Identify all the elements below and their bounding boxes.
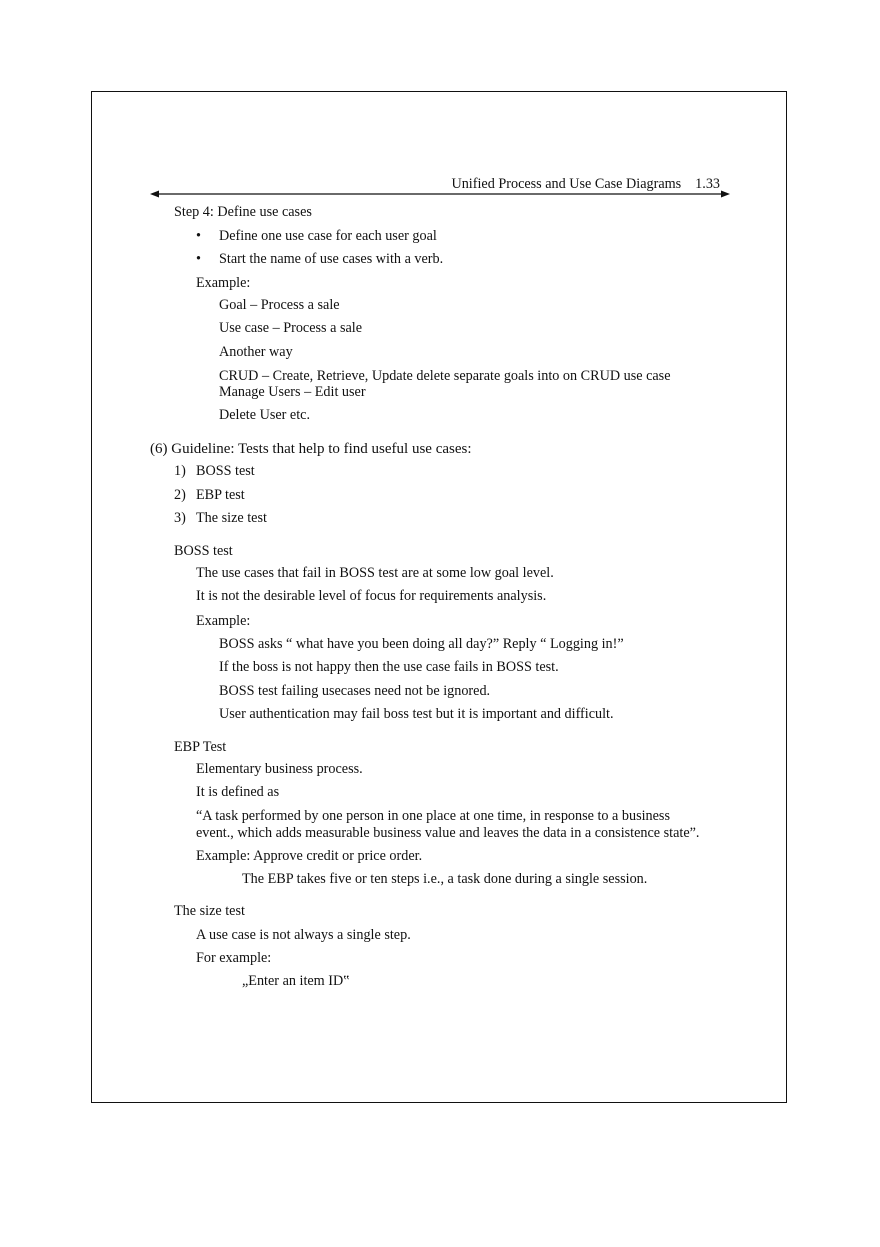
step4-example-line: Goal – Process a sale — [219, 297, 340, 313]
step4-bullet-1: Define one use case for each user goal — [219, 228, 437, 244]
ebp-line: Elementary business process. — [196, 761, 363, 777]
boss-line: The use cases that fail in BOSS test are at some low goal level. — [196, 565, 554, 581]
size-test-line: A use case is not always a single step. — [196, 927, 411, 943]
page-number: 1.33 — [695, 176, 720, 192]
header-arrow-rule — [150, 190, 730, 198]
guideline-item-number: 2) — [174, 487, 186, 503]
ebp-line: It is defined as — [196, 784, 280, 800]
ebp-quote-line: event., which adds measurable business value and leaves the data in a consistence state”. — [196, 825, 700, 841]
guideline-heading: (6) Guideline: Tests that help to find useful use cases: — [150, 441, 472, 457]
step4-heading: Step 4: Define use cases — [174, 204, 312, 220]
guideline-item-label: BOSS test — [196, 463, 255, 479]
size-test-example: „Enter an item ID‟ — [242, 973, 350, 989]
boss-example-line: BOSS asks “ what have you been doing all day?” Reply “ Logging in!” — [219, 636, 624, 652]
guideline-item-number: 1) — [174, 463, 186, 479]
step4-crud-line: CRUD – Create, Retrieve, Update delete separate goals into on CRUD use case — [219, 368, 671, 384]
step4-delete-line: Delete User etc. — [219, 407, 310, 423]
size-test-line: For example: — [196, 950, 272, 966]
step4-bullet-2: Start the name of use cases with a verb. — [219, 251, 444, 267]
guideline-item-label: EBP test — [196, 487, 245, 503]
ebp-example-detail: The EBP takes five or ten steps i.e., a task done during a single session. — [242, 871, 648, 887]
step4-example-label: Example: — [196, 275, 251, 291]
boss-example-line: If the boss is not happy then the use case fails in BOSS test. — [219, 659, 559, 675]
guideline-item-label: The size test — [196, 510, 267, 526]
size-test-heading: The size test — [174, 903, 245, 919]
ebp-heading: EBP Test — [174, 739, 227, 755]
header-title: Unified Process and Use Case Diagrams — [451, 176, 682, 192]
boss-example-label: Example: — [196, 613, 251, 629]
ebp-example: Example: Approve credit or price order. — [196, 848, 423, 864]
bullet-marker: • — [196, 251, 201, 267]
boss-heading: BOSS test — [174, 543, 233, 559]
boss-example-line: User authentication may fail boss test but it is important and difficult. — [219, 706, 614, 722]
ebp-quote-line: “A task performed by one person in one place at one time, in response to a business — [196, 808, 670, 824]
boss-line: It is not the desirable level of focus for requirements analysis. — [196, 588, 547, 604]
guideline-item-number: 3) — [174, 510, 186, 526]
step4-example-line: Another way — [219, 344, 293, 360]
bullet-marker: • — [196, 228, 201, 244]
boss-example-line: BOSS test failing usecases need not be ignored. — [219, 683, 491, 699]
step4-example-line: Use case – Process a sale — [219, 320, 363, 336]
step4-manage-line: Manage Users – Edit user — [219, 384, 366, 400]
